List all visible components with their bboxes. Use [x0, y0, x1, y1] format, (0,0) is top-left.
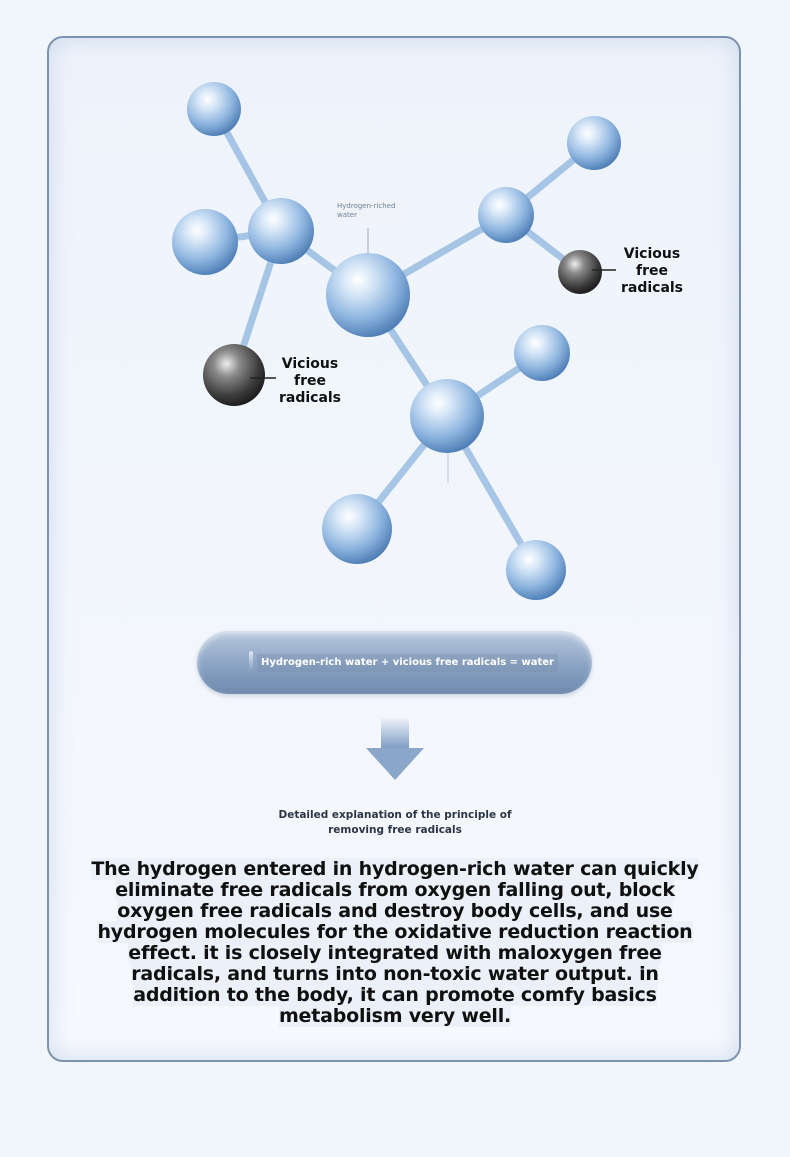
hydrogen-atom [187, 82, 241, 136]
hydrogen-atom [248, 198, 314, 264]
equation-text: Hydrogen-rich water + vicious free radicals = water [257, 654, 558, 672]
central-atom [326, 253, 410, 337]
free-radical-atom [558, 250, 602, 294]
explanation-body [86, 859, 704, 1027]
radical-label-right: Vicious free radicals [620, 246, 684, 296]
free-radical-atom [203, 344, 265, 406]
explanation-text: The hydrogen entered in hydrogen-rich water can quickly eliminate free radicals from oxygen falling out, block oxygen free radicals and destroy body cells, and use hydrogen molecules for the oxidative reduction reaction effect. it is closely integrated with maloxygen free radicals, and turns into non-toxic water output. in addition to the body, it can promote comfy basics metabolism very well. [91, 858, 699, 1027]
banner-marker-icon [249, 651, 253, 673]
hydrogen-atom [506, 540, 566, 600]
hydrogen-atom [478, 187, 534, 243]
explanation-subtitle: Detailed explanation of the principle of removing free radicals [278, 809, 512, 836]
down-arrow-icon [362, 718, 428, 782]
hydrogen-atom [172, 209, 238, 275]
hydrogen-atom [567, 116, 621, 170]
hydrogen-atom [322, 494, 392, 564]
hydrogen-atom [410, 379, 484, 453]
hydrogen-water-label: Hydrogen-riched water [333, 200, 405, 222]
radical-label-left: Vicious free radicals [278, 356, 342, 406]
equation-banner [197, 631, 592, 694]
hydrogen-atom [514, 325, 570, 381]
